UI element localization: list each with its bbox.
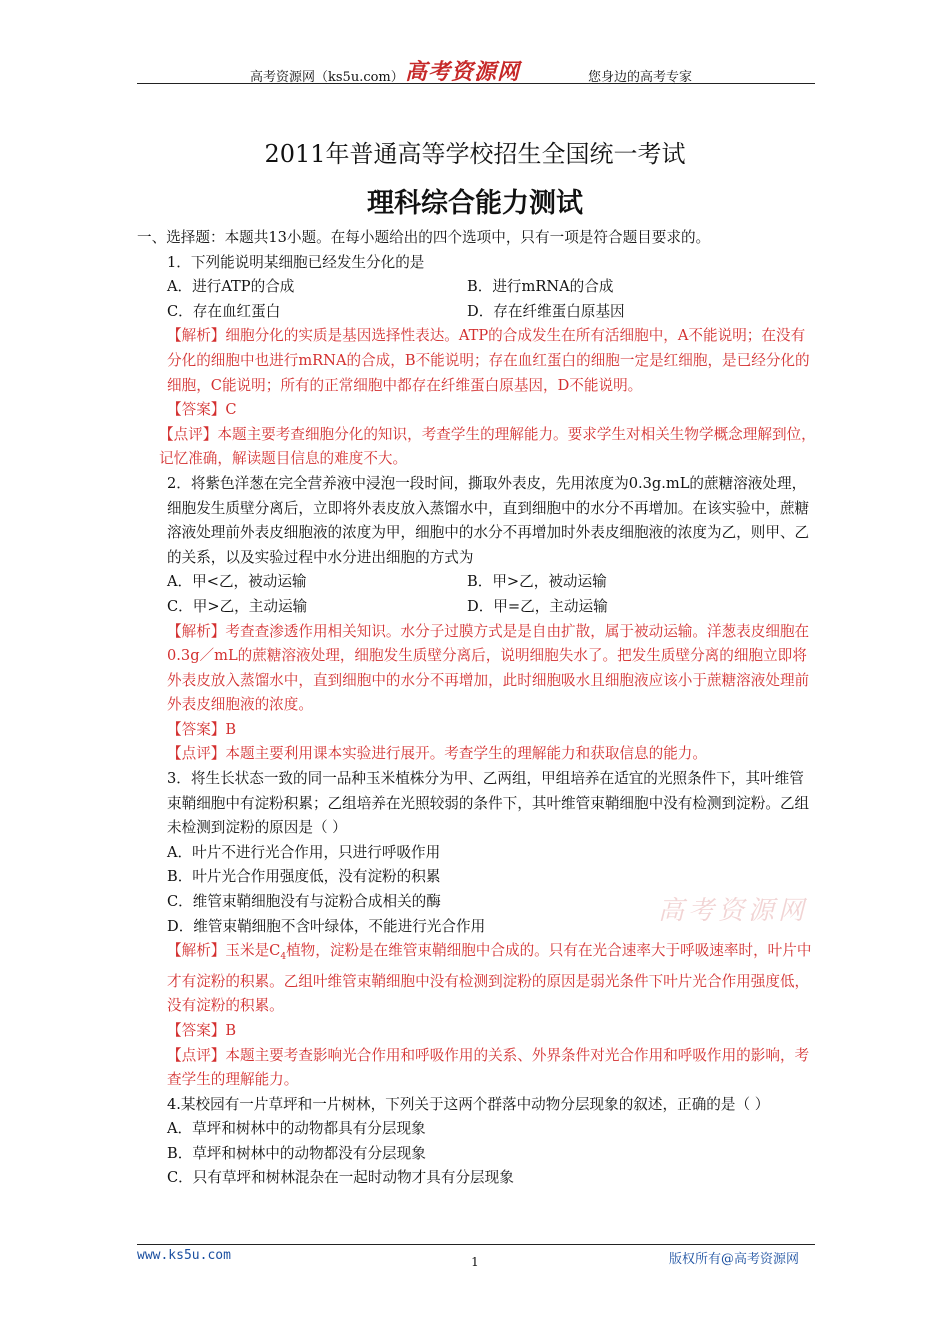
footer-copyright: 版权所有@高考资源网 xyxy=(669,1252,800,1267)
q4-option-a: A．草坪和树林中的动物都具有分层现象 xyxy=(167,1120,426,1138)
footer-divider xyxy=(137,1244,815,1245)
q2-option-a: A．甲<乙，被动运输 xyxy=(167,573,307,591)
q2-option-b: B．甲>乙，被动运输 xyxy=(467,573,607,591)
q1-comment: 【点评】本题主要考查细胞分化的知识，考查学生的理解能力。要求学生对相关生物学概念理解到位，记忆准确，解读题目信息的难度不大。 xyxy=(159,425,816,468)
q1-analysis: 【解析】细胞分化的实质是基因选择性表达。ATP的合成发生在所有活细胞中，A不能说明；在没有分化的细胞中也进行mRNA的合成，B不能说明；存在血红蛋白的细胞一定是红细胞，是已经分化的细胞，C能说明；所有的正常细胞中都存在纤维蛋白原基因，D不能说明。 xyxy=(167,327,810,394)
exam-content xyxy=(137,226,817,1191)
q2-answer: 【答案】B xyxy=(167,720,237,738)
q1-option-b: B．进行mRNA的合成 xyxy=(467,278,614,296)
q3-analysis-part-2: 植物，淀粉是在维管束鞘细胞中合成的。只有在光合速率大于呼吸速率时，叶片中才有淀粉的积累。乙组叶维管束鞘细胞中没有检测到淀粉的原因是弱光条件下叶片光合作用强度低，没有淀粉的积累。 xyxy=(167,942,812,1015)
question-1-stem: 1．下列能说明某细胞已经发生分化的是 xyxy=(167,253,425,271)
page-number: 1 xyxy=(471,1255,479,1269)
question-2-options-row-2 xyxy=(137,595,817,620)
question-1-options-row-2 xyxy=(137,300,817,325)
question-1-options-row-1 xyxy=(137,275,817,300)
question-4-stem: 4.某校园有一片草坪和一片树林，下列关于这两个群落中动物分层现象的叙述，正确的是（ ） xyxy=(167,1095,770,1113)
header-logo: 高考资源网 xyxy=(405,59,521,85)
q1-option-d: D．存在纤维蛋白原基因 xyxy=(467,302,625,320)
question-2-options-row-1 xyxy=(137,570,817,595)
q2-analysis: 【解析】考查查渗透作用相关知识。水分子过膜方式是是自由扩散，属于被动运输。洋葱表皮细胞在0.3g／mL的蔗糖溶液处理，细胞发生质壁分离后，说明细胞失水了。把发生质壁分离的细胞立即将外表皮放入蒸馏水中，直到细胞中的水分不再增加，此时细胞吸水且细胞液应该小于蔗糖溶液处理前外表皮细胞液的浓度。 xyxy=(167,622,810,714)
q4-option-c: C．只有草坪和树林混杂在一起时动物才具有分层现象 xyxy=(167,1169,514,1187)
exam-subtitle: 理科综合能力测试 xyxy=(367,188,583,219)
q3-analysis xyxy=(137,939,817,1019)
q3-comment: 【点评】本题主要考查影响光合作用和呼吸作用的关系、外界条件对光合作用和呼吸作用的影响，考查学生的理解能力。 xyxy=(167,1046,810,1089)
footer-site-link[interactable]: www.ks5u.com xyxy=(137,1248,231,1263)
question-3-stem: 3．将生长状态一致的同一品种玉米植株分为甲、乙两组，甲组培养在适宜的光照条件下，其叶维管束鞘细胞中有淀粉积累；乙组培养在光照较弱的条件下，其叶维管束鞘细胞中没有检测到淀粉。乙组未检测到淀粉的原因是（ ） xyxy=(167,770,810,837)
q1-option-c: C．存在血红蛋白 xyxy=(167,302,281,320)
exam-title: 2011年普通高等学校招生全国统一考试 xyxy=(264,140,686,168)
section-intro: 一、选择题：本题共13小题。在每小题给出的四个选项中，只有一项是符合题目要求的。 xyxy=(137,229,711,246)
q4-option-b: B．草坪和树林中的动物都没有分层现象 xyxy=(167,1144,426,1162)
header-site-name: 高考资源网（ks5u.com） xyxy=(250,70,404,85)
header-slogan: 您身边的高考专家 xyxy=(588,70,693,85)
watermark: 高考资源网 xyxy=(658,896,809,926)
q3-analysis-part-1: 【解析】玉米是C xyxy=(167,942,281,960)
q3-option-a: A．叶片不进行光合作用，只进行呼吸作用 xyxy=(167,843,441,861)
q3-option-b: B．叶片光合作用强度低，没有淀粉的积累 xyxy=(167,868,441,886)
q2-option-d: D．甲=乙，主动运输 xyxy=(467,597,608,615)
q1-answer: 【答案】C xyxy=(167,401,237,419)
header-divider xyxy=(137,83,815,84)
q1-option-a: A．进行ATP的合成 xyxy=(167,278,295,296)
q3-analysis-subscript: 4 xyxy=(280,952,287,963)
q3-answer: 【答案】B xyxy=(167,1021,237,1039)
question-2-stem: 2．将紫色洋葱在完全营养液中浸泡一段时间，撕取外表皮，先用浓度为0.3g.mL的蔗糖溶液处理，细胞发生质壁分离后，立即将外表皮放入蒸馏水中，直到细胞中的水分不再增加。在该实验中，蔗糖溶液处理前外表皮细胞液的浓度为甲，细胞中的水分不再增加时外表皮细胞液的浓度为乙，则甲、乙的关系，以及实验过程中水分进出细胞的方式为 xyxy=(167,474,810,566)
q3-option-d: D．维管束鞘细胞不含叶绿体，不能进行光合作用 xyxy=(167,917,486,935)
q2-option-c: C．甲>乙，主动运输 xyxy=(167,597,308,615)
q2-comment: 【点评】本题主要利用课本实验进行展开。考查学生的理解能力和获取信息的能力。 xyxy=(167,745,707,763)
q3-option-c: C．维管束鞘细胞没有与淀粉合成相关的酶 xyxy=(167,893,441,911)
